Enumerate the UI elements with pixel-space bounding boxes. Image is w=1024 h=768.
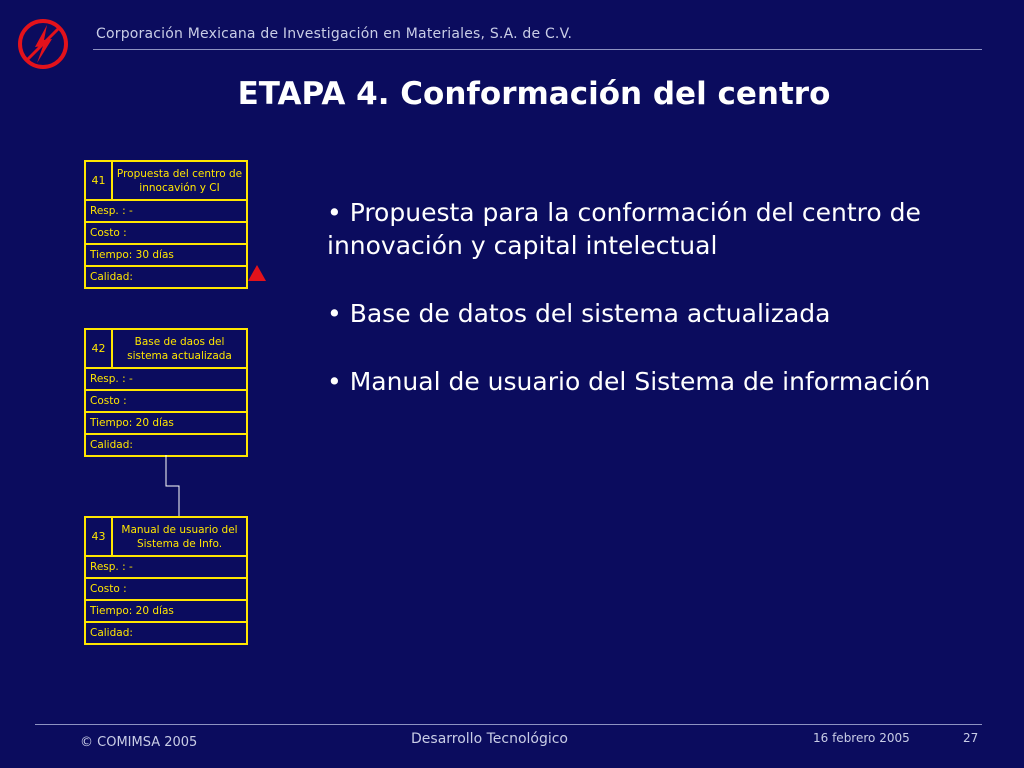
footer-date: 16 febrero 2005	[813, 731, 910, 745]
task-number: 41	[86, 162, 113, 199]
footer-center-text: Desarrollo Tecnológico	[411, 731, 569, 747]
task-tiempo: Tiempo: 30 días	[86, 245, 246, 267]
red-triangle-icon	[247, 264, 267, 282]
task-costo: Costo :	[86, 391, 246, 413]
lightning-bolt-circle-icon	[16, 17, 70, 71]
task-resp: Resp. : -	[86, 369, 246, 391]
page-title: ETAPA 4. Conformación del centro	[237, 76, 831, 112]
task-calidad: Calidad:	[90, 439, 133, 451]
task-card-41	[84, 160, 248, 289]
task-name: Propuesta del centro de innocavión y CI	[116, 167, 243, 194]
task-costo: Costo :	[86, 579, 246, 601]
task-resp: Resp. : -	[86, 201, 246, 223]
task-tiempo: Tiempo: 20 días	[86, 413, 246, 435]
task-card-header	[86, 330, 246, 369]
task-name: Base de daos del sistema actualizada	[127, 335, 232, 362]
footer-copyright: © COMIMSA 2005	[80, 735, 198, 750]
task-tiempo: Tiempo: 20 días	[86, 601, 246, 623]
task-card-header	[86, 518, 246, 557]
task-number: 42	[86, 330, 113, 367]
task-number: 43	[86, 518, 113, 555]
task-resp: Resp. : -	[86, 557, 246, 579]
bullet-item: • Base de datos del sistema actualizada	[327, 299, 831, 328]
task-costo: Costo :	[86, 223, 246, 245]
task-calidad: Calidad:	[90, 271, 133, 283]
page-number: 27	[963, 731, 979, 745]
task-name: Manual de usuario del Sistema de Info.	[121, 523, 238, 550]
bullet-item: • Manual de usuario del Sistema de información	[327, 367, 931, 396]
organization-name: Corporación Mexicana de Investigación en Materiales, S.A. de C.V.	[96, 26, 573, 42]
task-calidad: Calidad:	[90, 627, 133, 639]
footer-divider	[35, 724, 982, 725]
task-card-header	[86, 162, 246, 201]
task-card-42	[84, 328, 248, 457]
task-card-43	[84, 516, 248, 645]
header-divider	[93, 49, 982, 50]
bullet-list	[327, 196, 987, 433]
bullet-item: • Propuesta para la conformación del centro de innovación y capital intelectual	[327, 198, 921, 260]
